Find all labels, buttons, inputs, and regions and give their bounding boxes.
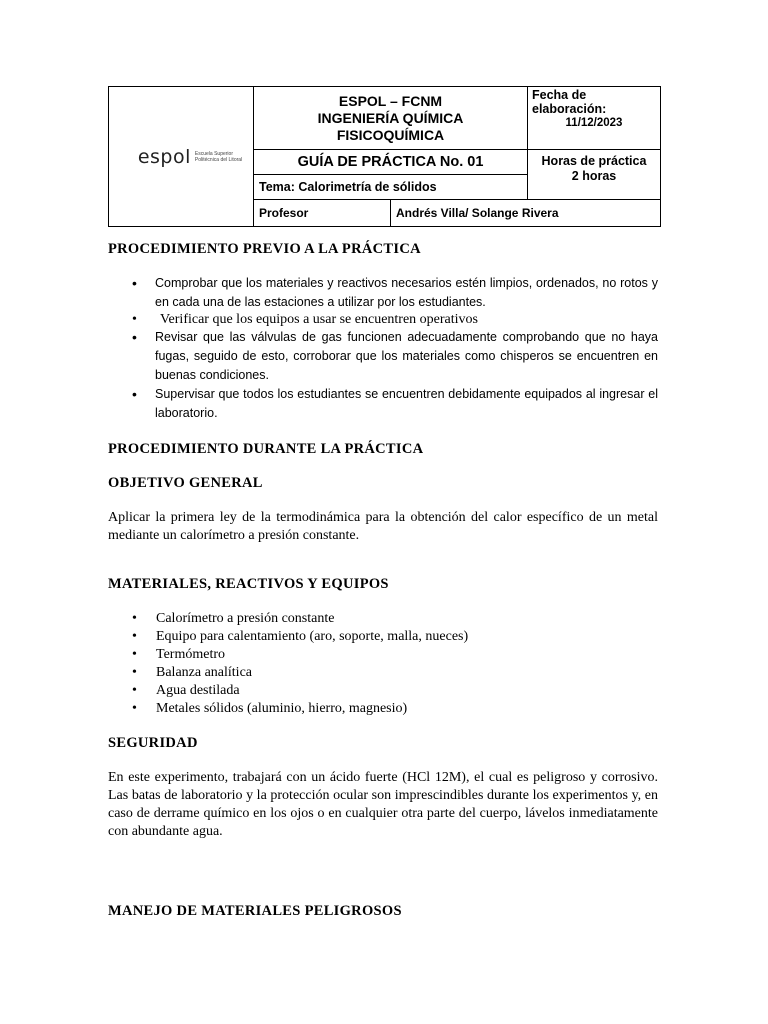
seguridad-text: En este experimento, trabajará con un ácido fuerte (HCl 12M), el cual es peligroso y corrosivo. Las batas de laboratorio y la protección ocular son imprescindibles durante los experimentos y, en caso de derrame químico en los ojos o en cualquier otra parte del cuerpo, lávelos inmediatamente con abundante agua. bbox=[108, 770, 658, 839]
horas-label: Horas de práctica bbox=[541, 154, 647, 168]
fecha-label: Fecha de elaboración: bbox=[532, 88, 607, 116]
espol-logo bbox=[138, 146, 242, 168]
document-title bbox=[254, 87, 528, 150]
list-item: • Metales sólidos (aluminio, hierro, magnesio) bbox=[108, 700, 658, 718]
guia-title: GUÍA DE PRÁCTICA No. 01 bbox=[254, 150, 528, 175]
materiales-list bbox=[108, 610, 658, 718]
profesor-value: Andrés Villa/ Solange Rivera bbox=[391, 200, 661, 227]
section-title-seguridad: SEGURIDAD bbox=[108, 735, 198, 751]
list-item: • Balanza analítica bbox=[108, 664, 658, 682]
horas-cell bbox=[528, 150, 661, 200]
previo-list bbox=[108, 274, 658, 423]
header-table bbox=[108, 86, 661, 227]
logo-subtitle: Escuela Superior Politécnica del Litoral bbox=[194, 150, 243, 163]
list-item: • Termómetro bbox=[108, 646, 658, 664]
section-title-durante: PROCEDIMIENTO DURANTE LA PRÁCTICA bbox=[108, 441, 424, 457]
list-item: • Calorímetro a presión constante bbox=[108, 610, 658, 628]
section-title-materiales: MATERIALES, REACTIVOS Y EQUIPOS bbox=[108, 576, 389, 592]
fecha-cell bbox=[528, 87, 661, 150]
list-item: • Revisar que las válvulas de gas funcionen adecuadamente comprobando que no haya fugas, seguido de esto, corroborar que los materiales como chisperos se encuentren en buenas condiciones. bbox=[108, 328, 658, 385]
section-title-manejo: MANEJO DE MATERIALES PELIGROSOS bbox=[108, 903, 402, 919]
title-line-2: INGENIERÍA QUÍMICA bbox=[317, 109, 464, 126]
logo-cell bbox=[109, 87, 254, 227]
list-item: • Agua destilada bbox=[108, 682, 658, 700]
fecha-value: 11/12/2023 bbox=[565, 117, 623, 129]
section-title-previo: PROCEDIMIENTO PREVIO A LA PRÁCTICA bbox=[108, 241, 421, 257]
tema-field: Tema: Calorimetría de sólidos bbox=[254, 175, 528, 200]
list-item: • Verificar que los equipos a usar se encuentren operativos bbox=[108, 312, 658, 328]
title-line-3: FISICOQUÍMICA bbox=[336, 126, 445, 143]
horas-value: 2 horas bbox=[571, 169, 617, 183]
logo-wordmark: espol bbox=[137, 145, 191, 168]
profesor-label: Profesor bbox=[254, 200, 391, 227]
list-item: • Supervisar que todos los estudiantes se encuentren debidamente equipados al ingresar el laboratorio. bbox=[108, 385, 658, 423]
objetivo-text: Aplicar la primera ley de la termodinámica para la obtención del calor específico de un metal mediante un calorímetro a presión constante. bbox=[108, 510, 658, 543]
list-item: • Comprobar que los materiales y reactivos necesarios estén limpios, ordenados, no rotos y en cada una de las estaciones a utilizar por los estudiantes. bbox=[108, 274, 658, 312]
title-line-1: ESPOL – FCNM bbox=[338, 92, 443, 109]
list-item: • Equipo para calentamiento (aro, soporte, malla, nueces) bbox=[108, 628, 658, 646]
section-title-objetivo: OBJETIVO GENERAL bbox=[108, 475, 263, 491]
